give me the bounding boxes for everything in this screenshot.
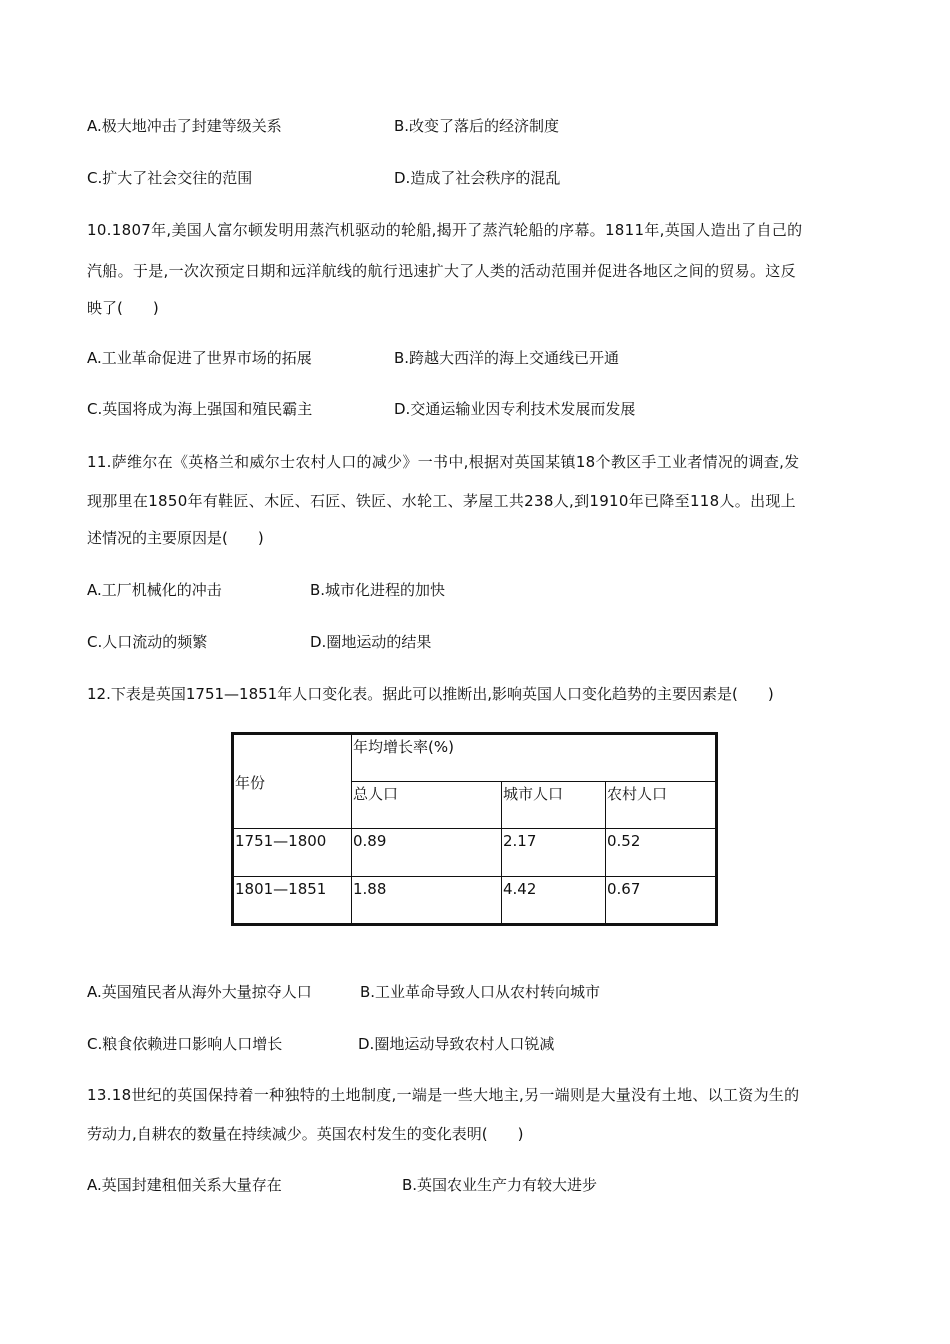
- q13-option-b: B.英国农业生产力有较大进步: [402, 1176, 598, 1194]
- q10-stem-line1: 10.1807年,美国人富尔顿发明用蒸汽机驱动的轮船,揭开了蒸汽轮船的序幕。1811年,英国人造出了自己的: [87, 221, 803, 239]
- q13-option-a: A.英国封建租佃关系大量存在: [87, 1176, 282, 1194]
- q11-stem-line1: 11.萨维尔在《英格兰和威尔士农村人口的减少》一书中,根据对英国某镇18个教区手工业者情况的调查,发: [87, 453, 800, 471]
- population-table: [231, 732, 718, 926]
- q10-stem-line3: 映了( ): [87, 299, 159, 317]
- table-cell-year: 1751—1800: [233, 829, 352, 876]
- table-cell-total: 1.88: [352, 876, 502, 924]
- q9-option-d: D.造成了社会秩序的混乱: [394, 169, 561, 187]
- q11-option-a: A.工厂机械化的冲击: [87, 581, 222, 599]
- table-subheader-urban: 城市人口: [502, 782, 606, 829]
- table-header-year: 年份: [233, 734, 352, 829]
- table-cell-urban: 2.17: [502, 829, 606, 876]
- q12-option-b: B.工业革命导致人口从农村转向城市: [360, 983, 601, 1001]
- table-cell-year: 1801—1851: [233, 876, 352, 924]
- table-row: [233, 829, 717, 876]
- q11-stem-line2: 现那里在1850年有鞋匠、木匠、石匠、铁匠、水轮工、茅屋工共238人,到1910年已降至118人。出现上: [87, 492, 796, 510]
- q11-option-d: D.圈地运动的结果: [310, 633, 432, 651]
- q12-stem-line1: 12.下表是英国1751—1851年人口变化表。据此可以推断出,影响英国人口变化趋势的主要因素是( ): [87, 685, 774, 703]
- q12-option-d: D.圈地运动导致农村人口锐减: [358, 1035, 555, 1053]
- q10-option-c: C.英国将成为海上强国和殖民霸主: [87, 400, 313, 418]
- q9-option-c: C.扩大了社会交往的范围: [87, 169, 253, 187]
- table-cell-total: 0.89: [352, 829, 502, 876]
- q11-option-c: C.人口流动的频繁: [87, 633, 208, 651]
- q9-option-b: B.改变了落后的经济制度: [394, 117, 560, 135]
- q12-option-a: A.英国殖民者从海外大量掠夺人口: [87, 983, 312, 1001]
- q10-option-d: D.交通运输业因专利技术发展而发展: [394, 400, 636, 418]
- q10-option-a: A.工业革命促进了世界市场的拓展: [87, 349, 312, 367]
- q11-option-b: B.城市化进程的加快: [310, 581, 446, 599]
- table-cell-rural: 0.67: [606, 876, 717, 924]
- table-subheader-total: 总人口: [352, 782, 502, 829]
- table-cell-urban: 4.42: [502, 876, 606, 924]
- q11-stem-line3: 述情况的主要原因是( ): [87, 529, 264, 547]
- q12-option-c: C.粮食依赖进口影响人口增长: [87, 1035, 283, 1053]
- table-subheader-rural: 农村人口: [606, 782, 717, 829]
- q10-stem-line2: 汽船。于是,一次次预定日期和远洋航线的航行迅速扩大了人类的活动范围并促进各地区之间的贸易。这反: [87, 262, 796, 280]
- q13-stem-line1: 13.18世纪的英国保持着一种独特的土地制度,一端是一些大地主,另一端则是大量没有土地、以工资为生的: [87, 1086, 800, 1104]
- q9-option-a: A.极大地冲击了封建等级关系: [87, 117, 282, 135]
- table-row: [233, 876, 717, 924]
- table-header-rate: 年均增长率(%): [352, 734, 717, 782]
- table-cell-rural: 0.52: [606, 829, 717, 876]
- q13-stem-line2: 劳动力,自耕农的数量在持续减少。英国农村发生的变化表明( ): [87, 1125, 524, 1143]
- q10-option-b: B.跨越大西洋的海上交通线已开通: [394, 349, 620, 367]
